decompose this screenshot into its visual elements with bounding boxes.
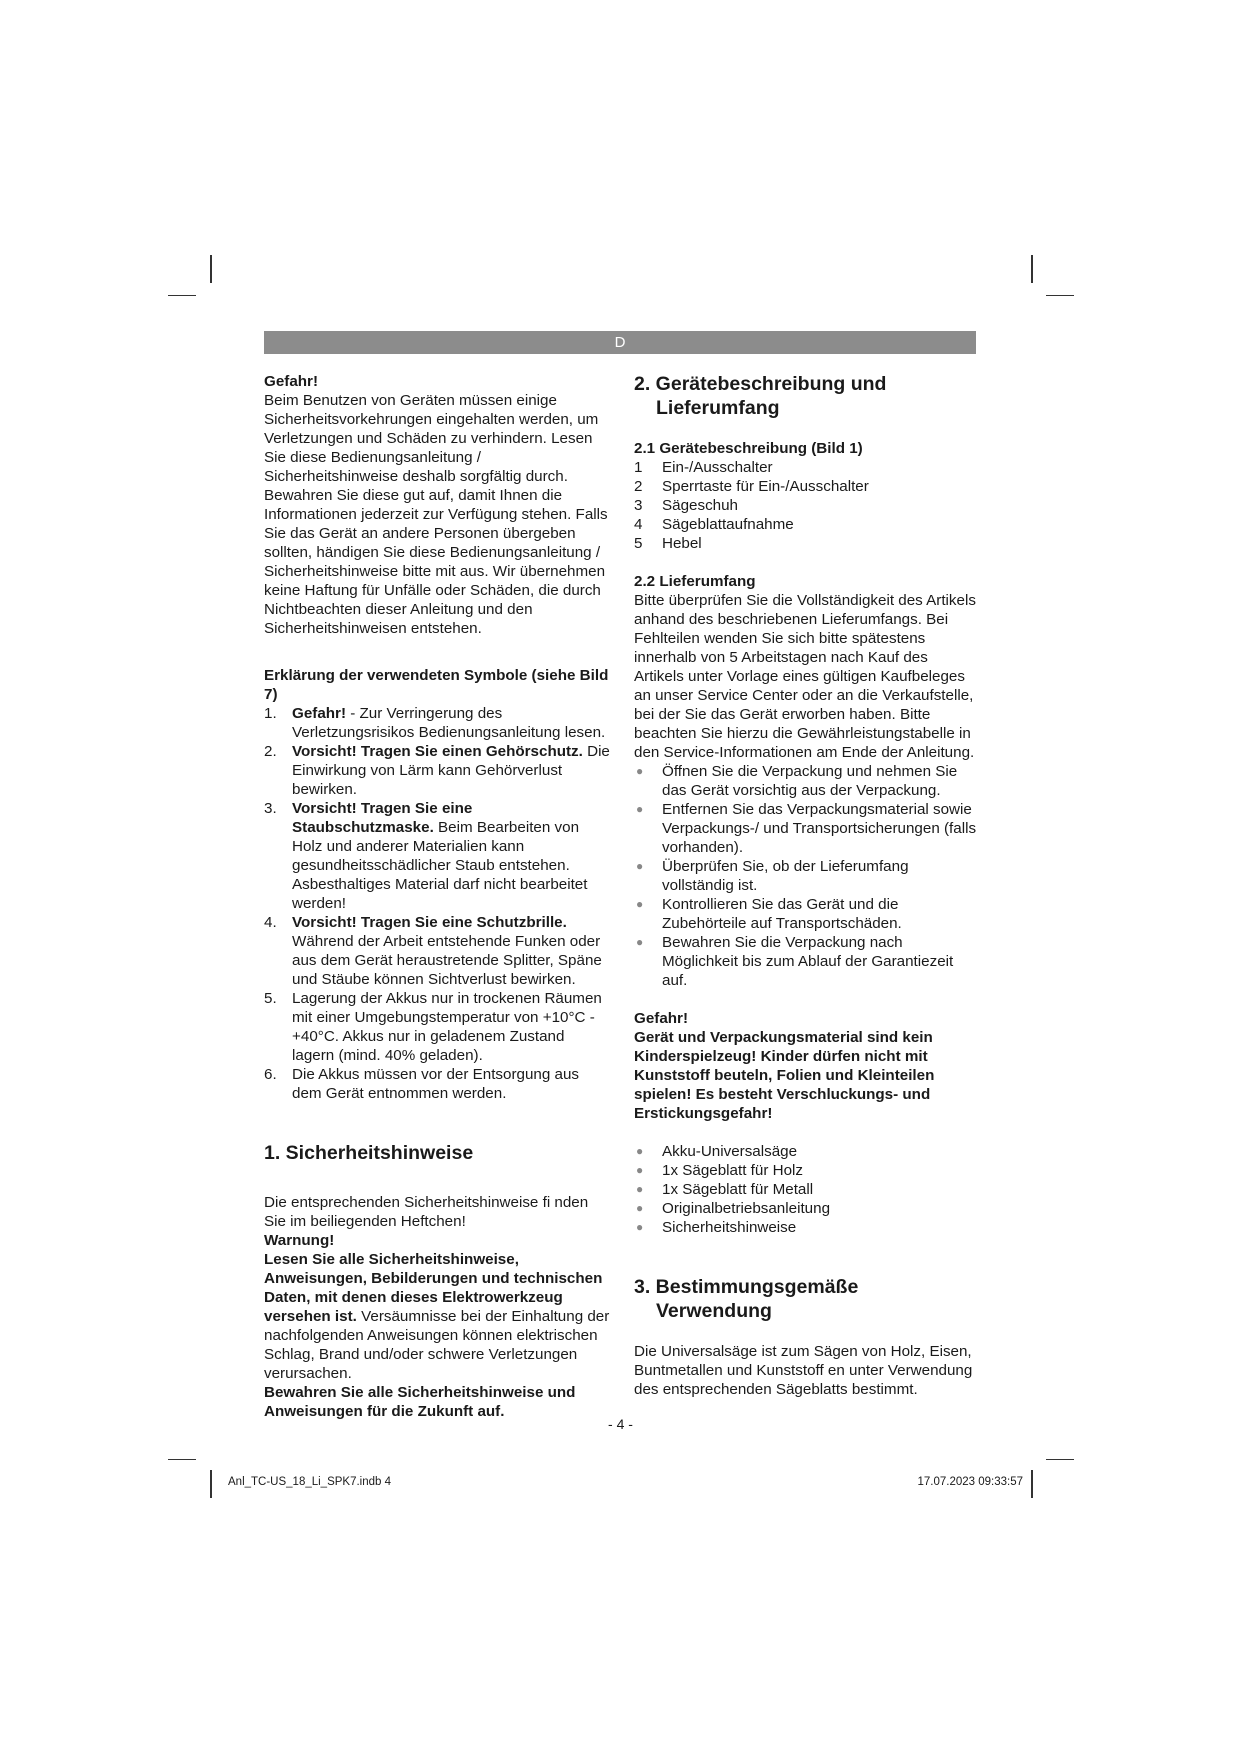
symbols-title: Erklärung der verwendeten Symbole (siehe Bild 7) [264, 667, 609, 703]
content-item-text: Originalbetriebsanleitung [662, 1200, 831, 1217]
symbol-item [264, 989, 610, 1065]
bullet-icon: ● [636, 802, 644, 816]
warning-text: Versäumnisse bei der Einhaltung der nachfolgenden Anweisungen können elektrischen Schlag, Brand und/oder schwere Verletzungen verursachen. [264, 1308, 610, 1382]
symbol-text: Die Einwirkung von Lärm kann Gehörverlust bewirken. [292, 743, 610, 798]
symbol-number: 4. [264, 914, 277, 931]
symbols-list [264, 704, 610, 1103]
symbol-item [264, 1065, 610, 1103]
crop-mark [210, 1470, 212, 1498]
part-label: Ein-/Ausschalter [662, 459, 773, 476]
symbol-text: Während der Arbeit entstehende Funken oder aus dem Gerät heraustretende Splitter, Späne und Stäube können Sichtverlust bewirken. [292, 933, 602, 988]
section-2-heading-line2: Lieferumfang [656, 397, 780, 419]
symbol-text: Beim Bearbeiten von Holz und anderer Materialien kann gesundheitsschädlicher Staub entstehen. Asbesthaltiges Material darf nicht bearbeitet werden! [292, 819, 588, 912]
symbol-item [264, 913, 610, 989]
language-header-bar [264, 331, 976, 354]
content-item-text: 1x Sägeblatt für Holz [662, 1162, 803, 1179]
part-number: 4 [634, 516, 643, 533]
bullet-icon: ● [636, 897, 644, 911]
section-2-heading-line1: 2. Gerätebeschreibung und [634, 373, 887, 395]
part-number: 5 [634, 535, 643, 552]
danger-2-text: Gerät und Verpackungsmaterial sind kein Kinderspielzeug! Kinder dürfen nicht mit Kunststoff beuteln, Folien und Kleinteilen spielen! Es besteht Verschluckungs- und Erstickungsgefahr! [634, 1029, 935, 1122]
crop-mark [1031, 255, 1033, 283]
symbol-bold-text: Vorsicht! Tragen Sie eine Schutzbrille. [292, 914, 567, 931]
crop-mark [210, 255, 212, 283]
symbol-number: 3. [264, 800, 277, 817]
bullet-icon: ● [636, 859, 644, 873]
symbol-item [264, 742, 610, 799]
bullet-icon: ● [636, 764, 644, 778]
part-item [634, 515, 980, 534]
file-name: Anl_TC-US_18_Li_SPK7.indb 4 [228, 1476, 392, 1488]
left-column [264, 372, 610, 1421]
warning-paragraph [264, 1250, 610, 1383]
print-datetime: 17.07.2023 09:33:57 [917, 1476, 1023, 1488]
language-code: D [614, 334, 626, 351]
section-3-heading-line2: Verwendung [656, 1300, 772, 1322]
warning-title: Warnung! [264, 1232, 335, 1249]
crop-mark [1031, 1470, 1033, 1498]
part-number: 2 [634, 478, 643, 495]
content-item [634, 1199, 980, 1218]
right-column [634, 372, 980, 1399]
section-1-intro: Die entsprechenden Sicherheitshinweise fi nden Sie im beiliegenden Heftchen! [264, 1194, 589, 1230]
step-item [634, 762, 980, 800]
bullet-icon: ● [636, 1144, 644, 1158]
part-number: 3 [634, 497, 643, 514]
step-item-text: Entfernen Sie das Verpackungsmaterial sowie Verpackungs-/ und Transportsicherungen (falls vorhanden). [662, 801, 977, 856]
step-item-text: Bewahren Sie die Verpackung nach Möglichkeit bis zum Ablauf der Garantiezeit auf. [662, 934, 954, 989]
part-item [634, 458, 980, 477]
parts-list [634, 458, 980, 553]
symbol-number: 5. [264, 990, 277, 1007]
bullet-icon: ● [636, 1201, 644, 1215]
bullet-icon: ● [636, 1182, 644, 1196]
subsection-2-2-heading: 2.2 Lieferumfang [634, 573, 756, 590]
part-item [634, 477, 980, 496]
step-item [634, 895, 980, 933]
part-label: Sägeschuh [662, 497, 738, 514]
warning-bold-text: Lesen Sie alle Sicherheitshinweise, Anweisungen, Bebilderungen und technischen Daten, mit denen dieses Elektrowerkzeug versehen ist. [264, 1251, 603, 1325]
symbol-bold-text: Vorsicht! Tragen Sie einen Gehörschutz. [292, 743, 583, 760]
unpacking-steps-list [634, 762, 980, 990]
section-3-text: Die Universalsäge ist zum Sägen von Holz, Eisen, Buntmetallen und Kunststoff en unter Verwendung des entsprechenden Sägeblatts bestimmt. [634, 1343, 973, 1398]
step-item [634, 933, 980, 990]
danger-text: Beim Benutzen von Geräten müssen einige Sicherheitsvorkehrungen eingehalten werden, um Verletzungen und Schäden zu verhindern. Lesen Sie diese Bedienungsanleitung / Sicherheitshinweise deshalb sorgfältig durch. Bewahren Sie diese gut auf, damit Ihnen die Informationen jederzeit zur Verfügung stehen. Falls Sie das Gerät an andere Personen übergeben sollten, händigen Sie diese Bedienungsanleitung / Sicherheitshinweise bitte mit aus. Wir übernehmen keine Haftung für Unfälle oder Schäden, die durch Nichtbeachten dieser Anleitung und den Sicherheitshinweisen entstehen. [264, 392, 608, 637]
bullet-icon: ● [636, 1163, 644, 1177]
section-3-heading [634, 1275, 980, 1323]
danger-title: Gefahr! [264, 373, 319, 390]
symbol-number: 2. [264, 743, 277, 760]
part-number: 1 [634, 459, 643, 476]
step-item-text: Öffnen Sie die Verpackung und nehmen Sie das Gerät vorsichtig aus der Verpackung. [662, 763, 958, 799]
part-label: Sperrtaste für Ein-/Ausschalter [662, 478, 869, 495]
subsection-2-2-text: Bitte überprüfen Sie die Vollständigkeit des Artikels anhand des beschriebenen Lieferumfangs. Bei Fehlteilen wenden Sie sich bitte spätestens innerhalb von 5 Arbeitstagen nach Kauf des Artikels unter Vorlage eines gültigen Kaufbeleges an unser Service Center oder an die Verkaufstelle, bei der Sie das Gerät erworben haben. Bitte beachten Sie hierzu die Gewährleistungstabelle in den Service-Informationen am Ende der Anleitung. [634, 592, 976, 761]
section-1-heading: 1. Sicherheitshinweise [264, 1142, 474, 1164]
step-item [634, 800, 980, 857]
part-item [634, 534, 980, 553]
crop-mark [168, 295, 196, 296]
symbol-text: - Zur Verringerung des Verletzungsrisikos Bedienungsanleitung lesen. [292, 705, 606, 741]
bullet-icon: ● [636, 935, 644, 949]
content-item [634, 1218, 980, 1237]
crop-mark [1046, 1459, 1074, 1460]
danger-2-title: Gefahr! [634, 1010, 689, 1027]
step-item [634, 857, 980, 895]
content-item [634, 1142, 980, 1161]
symbol-text: Lagerung der Akkus nur in trockenen Räumen mit einer Umgebungstemperatur von +10°C - +40°C. Akkus nur in geladenem Zustand lagern (mind. 40% geladen). [292, 990, 602, 1064]
step-item-text: Überprüfen Sie, ob der Lieferumfang vollständig ist. [662, 858, 909, 894]
content-item [634, 1180, 980, 1199]
symbol-number: 6. [264, 1066, 277, 1083]
part-label: Sägeblattaufnahme [662, 516, 794, 533]
symbol-text: Die Akkus müssen vor der Entsorgung aus dem Gerät entnommen werden. [292, 1066, 580, 1102]
section-3-heading-line1: 3. Bestimmungsgemäße [634, 1276, 859, 1298]
crop-mark [168, 1459, 196, 1460]
content-item-text: Sicherheitshinweise [662, 1219, 797, 1236]
section-2-heading [634, 372, 980, 420]
part-item [634, 496, 980, 515]
crop-mark [1046, 295, 1074, 296]
keep-instructions: Bewahren Sie alle Sicherheitshinweise und Anweisungen für die Zukunft auf. [264, 1384, 576, 1420]
part-label: Hebel [662, 535, 702, 552]
symbol-bold-text: Gefahr! [292, 705, 347, 722]
subsection-2-1-heading: 2.1 Gerätebeschreibung (Bild 1) [634, 440, 863, 457]
symbol-item [264, 799, 610, 913]
page-number: - 4 - [608, 1416, 633, 1432]
content-item [634, 1161, 980, 1180]
symbol-item [264, 704, 610, 742]
delivery-contents-list [634, 1142, 980, 1237]
content-item-text: Akku-Universalsäge [662, 1143, 798, 1160]
symbol-bold-text: Vorsicht! Tragen Sie eine Staubschutzmaske. [292, 800, 473, 836]
bullet-icon: ● [636, 1220, 644, 1234]
step-item-text: Kontrollieren Sie das Gerät und die Zubehörteile auf Transportschäden. [662, 896, 902, 932]
content-item-text: 1x Sägeblatt für Metall [662, 1181, 814, 1198]
symbol-number: 1. [264, 705, 277, 722]
